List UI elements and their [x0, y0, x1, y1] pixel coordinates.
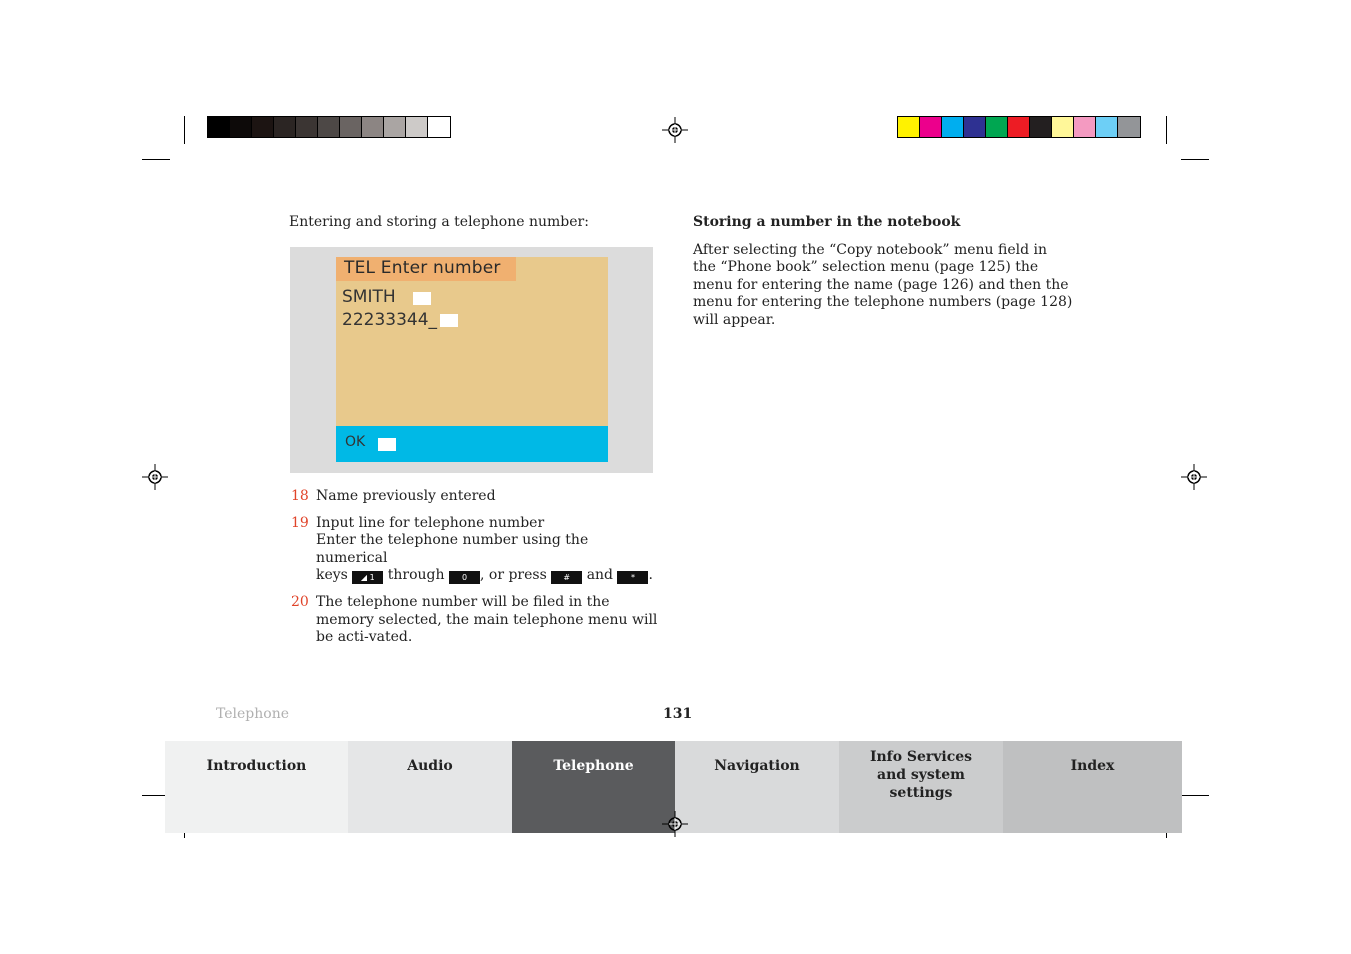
page-number: 131	[663, 706, 693, 722]
gray-swatch	[428, 117, 450, 137]
gray-swatch	[296, 117, 318, 137]
callout-list	[289, 488, 659, 656]
tab-audio[interactable]: Audio	[348, 741, 512, 833]
registration-mark-icon	[662, 117, 688, 143]
intro-text: Entering and storing a telephone number:	[289, 214, 589, 230]
color-swatch	[1008, 117, 1030, 137]
item-text: Name previously entered	[316, 488, 496, 504]
item-text: Input line for telephone number	[316, 514, 545, 531]
color-calibration-strip	[897, 116, 1141, 138]
crop-mark	[1181, 795, 1209, 796]
item-text: .	[648, 567, 653, 584]
tab-info-services[interactable]: Info Services and system settings	[839, 741, 1003, 833]
item-number: 20	[291, 593, 309, 610]
color-swatch	[1030, 117, 1052, 137]
callout-marker-18	[413, 292, 431, 305]
color-swatch	[986, 117, 1008, 137]
lcd-display	[336, 257, 608, 462]
list-item	[289, 488, 659, 506]
item-text: through	[387, 567, 445, 584]
key-0-icon: 0	[449, 571, 480, 584]
item-number: 19	[291, 514, 309, 531]
crop-mark	[1181, 159, 1209, 160]
screen-title: TEL Enter number	[336, 257, 516, 281]
key-star-icon: *	[617, 571, 648, 584]
section-body: After selecting the “Copy notebook” menu field in the “Phone book” selection menu (page 125) the menu for entering the name (page 126) and then the menu for entering the telephone numbers (page 128) will appear.	[693, 241, 1073, 328]
gray-swatch	[252, 117, 274, 137]
key-1-icon: ◢ 1	[352, 571, 383, 584]
color-swatch	[942, 117, 964, 137]
color-swatch	[1052, 117, 1074, 137]
item-number: 18	[291, 488, 309, 504]
screen-number: 22233344_	[342, 310, 438, 330]
item-keys-line	[316, 567, 659, 585]
gray-swatch	[274, 117, 296, 137]
tab-telephone[interactable]: Telephone	[512, 741, 675, 833]
gray-calibration-strip	[207, 116, 451, 138]
gray-swatch	[362, 117, 384, 137]
gray-swatch	[230, 117, 252, 137]
item-text: Enter the telephone number using the numerical	[316, 532, 589, 566]
crop-mark	[142, 159, 170, 160]
gray-swatch	[340, 117, 362, 137]
color-swatch	[920, 117, 942, 137]
crop-mark	[1166, 116, 1167, 144]
tab-navigation[interactable]: Navigation	[675, 741, 839, 833]
section-heading: Storing a number in the notebook	[693, 214, 961, 230]
color-swatch	[898, 117, 920, 137]
display-screenshot	[290, 247, 653, 473]
gray-swatch	[318, 117, 340, 137]
screen-name: SMITH	[342, 287, 396, 307]
item-text: keys	[316, 567, 348, 584]
tab-introduction[interactable]: Introduction	[165, 741, 348, 833]
item-text: , or press	[480, 567, 547, 584]
color-swatch	[1118, 117, 1140, 137]
list-item	[289, 515, 659, 585]
color-swatch	[1074, 117, 1096, 137]
callout-marker-20	[378, 438, 396, 451]
callout-marker-19	[440, 314, 458, 327]
notebook-section	[693, 214, 1073, 330]
registration-mark-icon	[662, 811, 688, 837]
item-text: The telephone number will be filed in the memory selected, the main telephone menu will be acti-vated.	[316, 593, 658, 646]
registration-mark-icon	[142, 464, 168, 490]
running-section-label: Telephone	[216, 706, 290, 722]
gray-swatch	[406, 117, 428, 137]
gray-swatch	[384, 117, 406, 137]
item-text: and	[586, 567, 614, 584]
gray-swatch	[208, 117, 230, 137]
registration-mark-icon	[1181, 464, 1207, 490]
screen-softkey-bar	[336, 426, 608, 462]
crop-mark	[184, 116, 185, 144]
list-item	[289, 594, 659, 647]
ok-softkey: OK	[345, 434, 366, 450]
color-swatch	[964, 117, 986, 137]
color-swatch	[1096, 117, 1118, 137]
tab-index[interactable]: Index	[1003, 741, 1182, 833]
key-hash-icon: #	[551, 571, 582, 584]
